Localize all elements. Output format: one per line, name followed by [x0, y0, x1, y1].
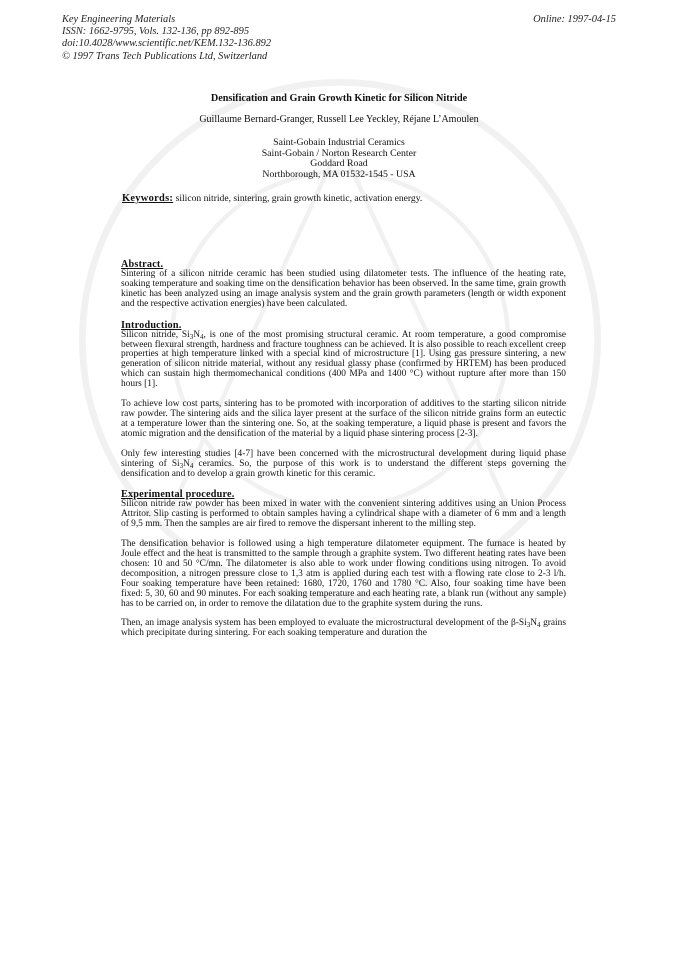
keywords — [122, 193, 422, 204]
paper-title: Densification and Grain Growth Kinetic for Silicon Nitride — [210, 93, 468, 104]
introduction-heading: Introduction. — [121, 319, 182, 331]
keywords-label: Keywords: — [122, 193, 174, 204]
journal-header — [62, 14, 271, 63]
journal-copyright: © 1997 Trans Tech Publications Ltd, Switzerland — [62, 50, 268, 62]
journal-issn: ISSN: 1662-9795, Vols. 132-136, pp 892-895 — [62, 26, 250, 38]
experimental-paragraph: Then, an image analysis system has been employed to evaluate the microstructural development of the $\beta-Si_3N_4$ grains which precipitate during sintering. For each soaking temperature and duration the — [121, 618, 566, 639]
experimental-heading: Experimental procedure. — [121, 489, 235, 501]
affiliation — [0, 138, 678, 180]
introduction-paragraph: Only few interesting studies [4-7] have been concerned with the microstructural development during liquid phase sintering of $Si_3N_4$ ceramics. So, the purpose of this work is to understand the different steps governing the densification and to develop a grain growth kinetic for this ceramic. — [121, 448, 567, 479]
online-date: Online: 1997-04-15 — [533, 14, 616, 25]
experimental-paragraph: Silicon nitride raw powder has been mixed in water with the convenient sintering additives using an Union Process Attritor. Slip casting is performed to obtain samples having a cylindrical shape with a diameter of 6 mm and a length of 9,5 mm. Then the samples are air fired to remove the dispersant inherent to the milling step. — [121, 499, 566, 530]
affiliation-line: Goddard Road — [310, 158, 368, 170]
abstract-heading: Abstract. — [121, 259, 164, 270]
abstract-text: Sintering of a silicon nitride ceramic has been studied using dilatometer tests. The influence of the heating rate, soaking temperature and soaking time on the densification behavior has been observed. In the same time, grain growth kinetic has been analyzed using an image analysis system and the grain growth parameters (length or width exponent and the respective activation energies) have been calculated. — [121, 269, 566, 309]
journal-name: Key Engineering Materials — [62, 14, 176, 25]
journal-doi: doi:10.4028/www.scientific.net/KEM.132-136.892 — [62, 38, 272, 50]
keywords-text: silicon nitride, sintering, grain growth kinetic, activation energy. — [175, 193, 423, 204]
introduction-paragraph: Silicon nitride, $Si_3N_4$, is one of the most promising structural ceramic. At room temperature, a good compromise between flexural strength, hardness and fracture toughness can be achieved. It is also possible to reach excellent creep properties at high temperature linked with a special kind of microstructure [1]. Using gas pressure sintering, a new generation of silicon nitride material, without any residual glassy phase (confirmed by HRTEM) has been produced which can sustain high thermomechanical conditions (400 MPa and 1400 °C) without rupture after more than 150 hours [1]. — [121, 329, 566, 390]
affiliation-line: Northborough, MA 01532-1545 - USA — [262, 168, 416, 180]
affiliation-line: Saint-Gobain Industrial Ceramics — [273, 137, 405, 148]
affiliation-line: Saint-Gobain / Norton Research Center — [261, 147, 417, 159]
introduction-paragraph: To achieve low cost parts, sintering has to be promoted with incorporation of additives to the starting silicon nitride raw powder. The sintering aids and the silica layer present at the surface of the silicon nitride grains form an eutectic at a temperature lower than the sintering one. So, at the soaking temperature, a liquid phase is present and favors the atomic migration and the densification of the material by a liquid phase sintering process [2-3]. — [121, 399, 566, 439]
paper-body — [121, 259, 566, 639]
paper-authors: Guillaume Bernard-Granger, Russell Lee Yeckley, Réjane L’Amoulen — [199, 114, 479, 125]
experimental-paragraph: The densification behavior is followed using a high temperature dilatometer equipment. The furnace is heated by Joule effect and the heat is transmitted to the sample through a graphite system. Two different heating rates have been chosen: 10 and 50 °C/mn. The dilatometer is also able to work under flowing conditions using nitrogen. To avoid decomposition, a nitrogen pressure close to 1,3 atm is applied during each test with a flowing rate close to 2-3 l/h. Four soaking temperature have been retained: 1680, 1720, 1760 and 1780 °C. Also, four soaking time have been fixed: 5, 30, 60 and 90 minutes. For each soaking temperature and each heating rate, a blank run (without any sample) has to be carried on, in order to remove the dilatation due to the graphite system during the runs. — [121, 539, 566, 609]
